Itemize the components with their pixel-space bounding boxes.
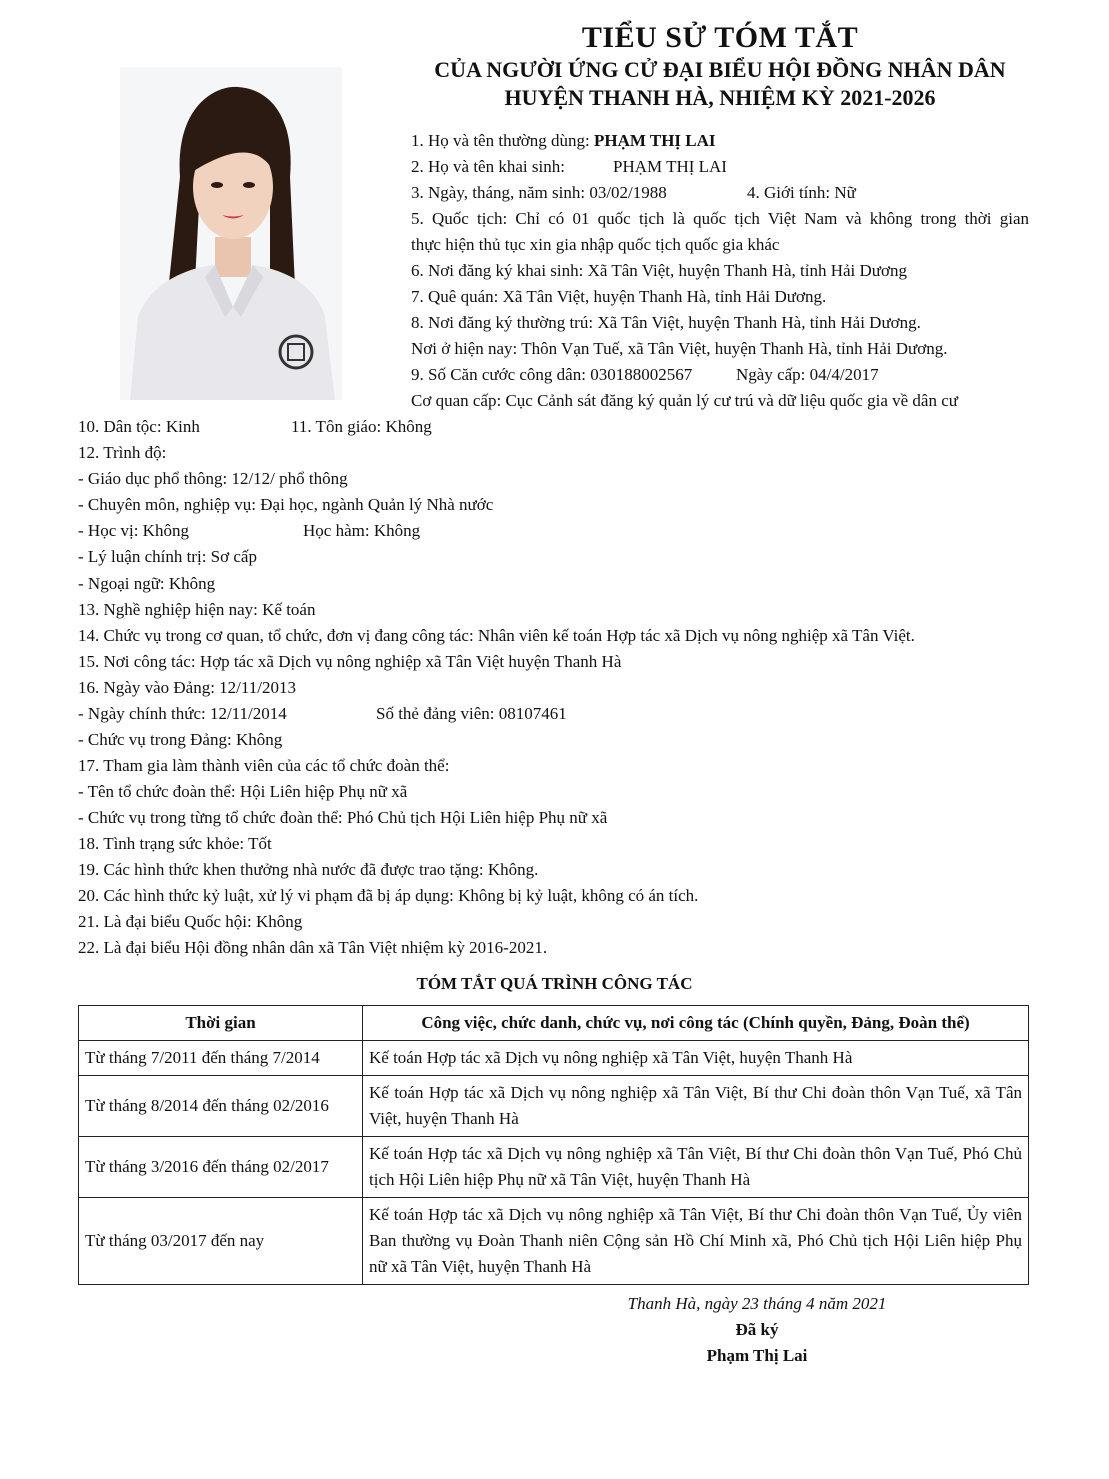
table-cell-description: Kế toán Hợp tác xã Dịch vụ nông nghiệp xã Tân Việt, Bí thư Chi đoàn thôn Vạn Tuế, xã Tân Việt, huyện Thanh Hà	[363, 1076, 1029, 1137]
party-admission-date: 16. Ngày vào Đảng: 12/11/2013	[78, 678, 296, 697]
workplace: 15. Nơi công tác: Hợp tác xã Dịch vụ nông nghiệp xã Tân Việt huyện Thanh Hà	[78, 652, 622, 671]
column-header-time: Thời gian	[79, 1006, 363, 1041]
nationality-line-1: 5. Quốc tịch: Chỉ có 01 quốc tịch là quốc tịch Việt Nam và không trong thời gian	[411, 209, 1029, 228]
table-row	[79, 1076, 1029, 1137]
birth-name-label: 2. Họ và tên khai sinh:	[411, 157, 565, 176]
work-history-table	[78, 1005, 1029, 1285]
portrait-icon	[120, 67, 342, 400]
party-card-number: Số thẻ đảng viên: 08107461	[376, 704, 567, 723]
gender: 4. Giới tính: Nữ	[747, 183, 856, 202]
document-subtitle-1: CỦA NGƯỜI ỨNG CỬ ĐẠI BIỂU HỘI ĐỒNG NHÂN DÂN	[434, 57, 1006, 82]
table-cell-description: Kế toán Hợp tác xã Dịch vụ nông nghiệp xã Tân Việt, Bí thư Chi đoàn thôn Vạn Tuế, Phó Chủ tịch Hội Liên hiệp Phụ nữ xã Tân Việt, huyện Thanh Hà	[363, 1137, 1029, 1198]
birth-name-value: PHẠM THỊ LAI	[613, 157, 727, 176]
organization-name: - Tên tổ chức đoàn thể: Hội Liên hiệp Phụ nữ xã	[78, 782, 408, 801]
academic-degree: - Học vị: Không	[78, 521, 189, 540]
health-status: 18. Tình trạng sức khỏe: Tốt	[78, 834, 272, 853]
common-name-value: PHẠM THỊ LAI	[594, 131, 716, 150]
political-theory: - Lý luận chính trị: Sơ cấp	[78, 547, 257, 566]
column-header-description: Công việc, chức danh, chức vụ, nơi công tác (Chính quyền, Đảng, Đoàn thể)	[363, 1006, 1029, 1041]
table-row	[79, 1198, 1029, 1285]
organizations-heading: 17. Tham gia làm thành viên của các tổ chức đoàn thể:	[78, 756, 450, 775]
birth-registration-place: 6. Nơi đăng ký khai sinh: Xã Tân Việt, huyện Thanh Hà, tỉnh Hải Dương	[411, 261, 907, 280]
id-issue-date: Ngày cấp: 04/4/2017	[736, 365, 879, 384]
national-assembly-deputy: 21. Là đại biểu Quốc hội: Không	[78, 912, 303, 931]
signature-status: Đã ký	[735, 1320, 779, 1339]
occupation: 13. Nghề nghiệp hiện nay: Kế toán	[78, 600, 316, 619]
party-official-date: - Ngày chính thức: 12/11/2014	[78, 704, 287, 723]
awards: 19. Các hình thức khen thưởng nhà nước đã được trao tặng: Không.	[78, 860, 539, 879]
permanent-residence: 8. Nơi đăng ký thường trú: Xã Tân Việt, huyện Thanh Hà, tỉnh Hải Dương.	[411, 313, 921, 332]
signature-place-date: Thanh Hà, ngày 23 tháng 4 năm 2021	[627, 1294, 887, 1313]
info-line-1	[411, 128, 716, 154]
disciplinary-records: 20. Các hình thức kỷ luật, xử lý vi phạm đã bị áp dụng: Không bị kỷ luật, không có án tích.	[78, 886, 699, 905]
table-row	[79, 1137, 1029, 1198]
professional-qualification: - Chuyên môn, nghiệp vụ: Đại học, ngành Quản lý Nhà nước	[78, 495, 494, 514]
council-deputy: 22. Là đại biểu Hội đồng nhân dân xã Tân Việt nhiệm kỳ 2016-2021.	[78, 938, 548, 957]
nationality-line-2: thực hiện thủ tục xin gia nhập quốc tịch quốc gia khác	[411, 235, 780, 254]
info-line-2	[411, 154, 565, 180]
hometown: 7. Quê quán: Xã Tân Việt, huyện Thanh Hà, tỉnh Hải Dương.	[411, 287, 827, 306]
organization-position: - Chức vụ trong từng tổ chức đoàn thể: Phó Chủ tịch Hội Liên hiệp Phụ nữ xã	[78, 808, 608, 827]
document-subtitle-2: HUYỆN THANH HÀ, NHIỆM KỲ 2021-2026	[504, 85, 936, 110]
common-name-label: 1. Họ và tên thường dùng:	[411, 131, 590, 150]
academic-title: Học hàm: Không	[303, 521, 421, 540]
current-residence: Nơi ở hiện nay: Thôn Vạn Tuế, xã Tân Việt, huyện Thanh Hà, tỉnh Hải Dương.	[411, 339, 948, 358]
table-cell-time: Từ tháng 3/2016 đến tháng 02/2017	[79, 1137, 363, 1198]
work-history-title: TÓM TẮT QUÁ TRÌNH CÔNG TÁC	[416, 974, 693, 993]
table-header-row	[79, 1006, 1029, 1041]
education-heading: 12. Trình độ:	[78, 443, 167, 462]
position: 14. Chức vụ trong cơ quan, tổ chức, đơn vị đang công tác: Nhân viên kế toán Hợp tác xã Dịch vụ nông nghiệp xã Tân Việt.	[78, 626, 915, 645]
table-cell-time: Từ tháng 03/2017 đến nay	[79, 1198, 363, 1285]
foreign-language: - Ngoại ngữ: Không	[78, 574, 216, 593]
signer-name: Phạm Thị Lai	[706, 1346, 808, 1365]
portrait-photo	[120, 67, 342, 400]
document-title: TIỂU SỬ TÓM TẮT	[581, 21, 859, 54]
birth-date: 3. Ngày, tháng, năm sinh: 03/02/1988	[411, 183, 667, 202]
religion: 11. Tôn giáo: Không	[291, 417, 432, 436]
table-cell-time: Từ tháng 7/2011 đến tháng 7/2014	[79, 1041, 363, 1076]
party-position: - Chức vụ trong Đảng: Không	[78, 730, 283, 749]
table-row	[79, 1041, 1029, 1076]
id-issuing-authority: Cơ quan cấp: Cục Cảnh sát đăng ký quản lý cư trú và dữ liệu quốc gia về dân cư	[411, 391, 958, 410]
table-cell-time: Từ tháng 8/2014 đến tháng 02/2016	[79, 1076, 363, 1137]
general-education: - Giáo dục phổ thông: 12/12/ phổ thông	[78, 469, 348, 488]
table-cell-description: Kế toán Hợp tác xã Dịch vụ nông nghiệp xã Tân Việt, huyện Thanh Hà	[363, 1041, 1029, 1076]
table-cell-description: Kế toán Hợp tác xã Dịch vụ nông nghiệp xã Tân Việt, Bí thư Chi đoàn thôn Vạn Tuế, Ủy viên Ban thường vụ Đoàn Thanh niên Cộng sản Hồ Chí Minh xã, Phó Chủ tịch Hội Liên hiệp Phụ nữ xã Tân Việt, huyện Thanh Hà	[363, 1198, 1029, 1285]
ethnicity: 10. Dân tộc: Kinh	[78, 417, 200, 436]
document-header	[380, 20, 1060, 112]
citizen-id: 9. Số Căn cước công dân: 030188002567	[411, 365, 693, 384]
